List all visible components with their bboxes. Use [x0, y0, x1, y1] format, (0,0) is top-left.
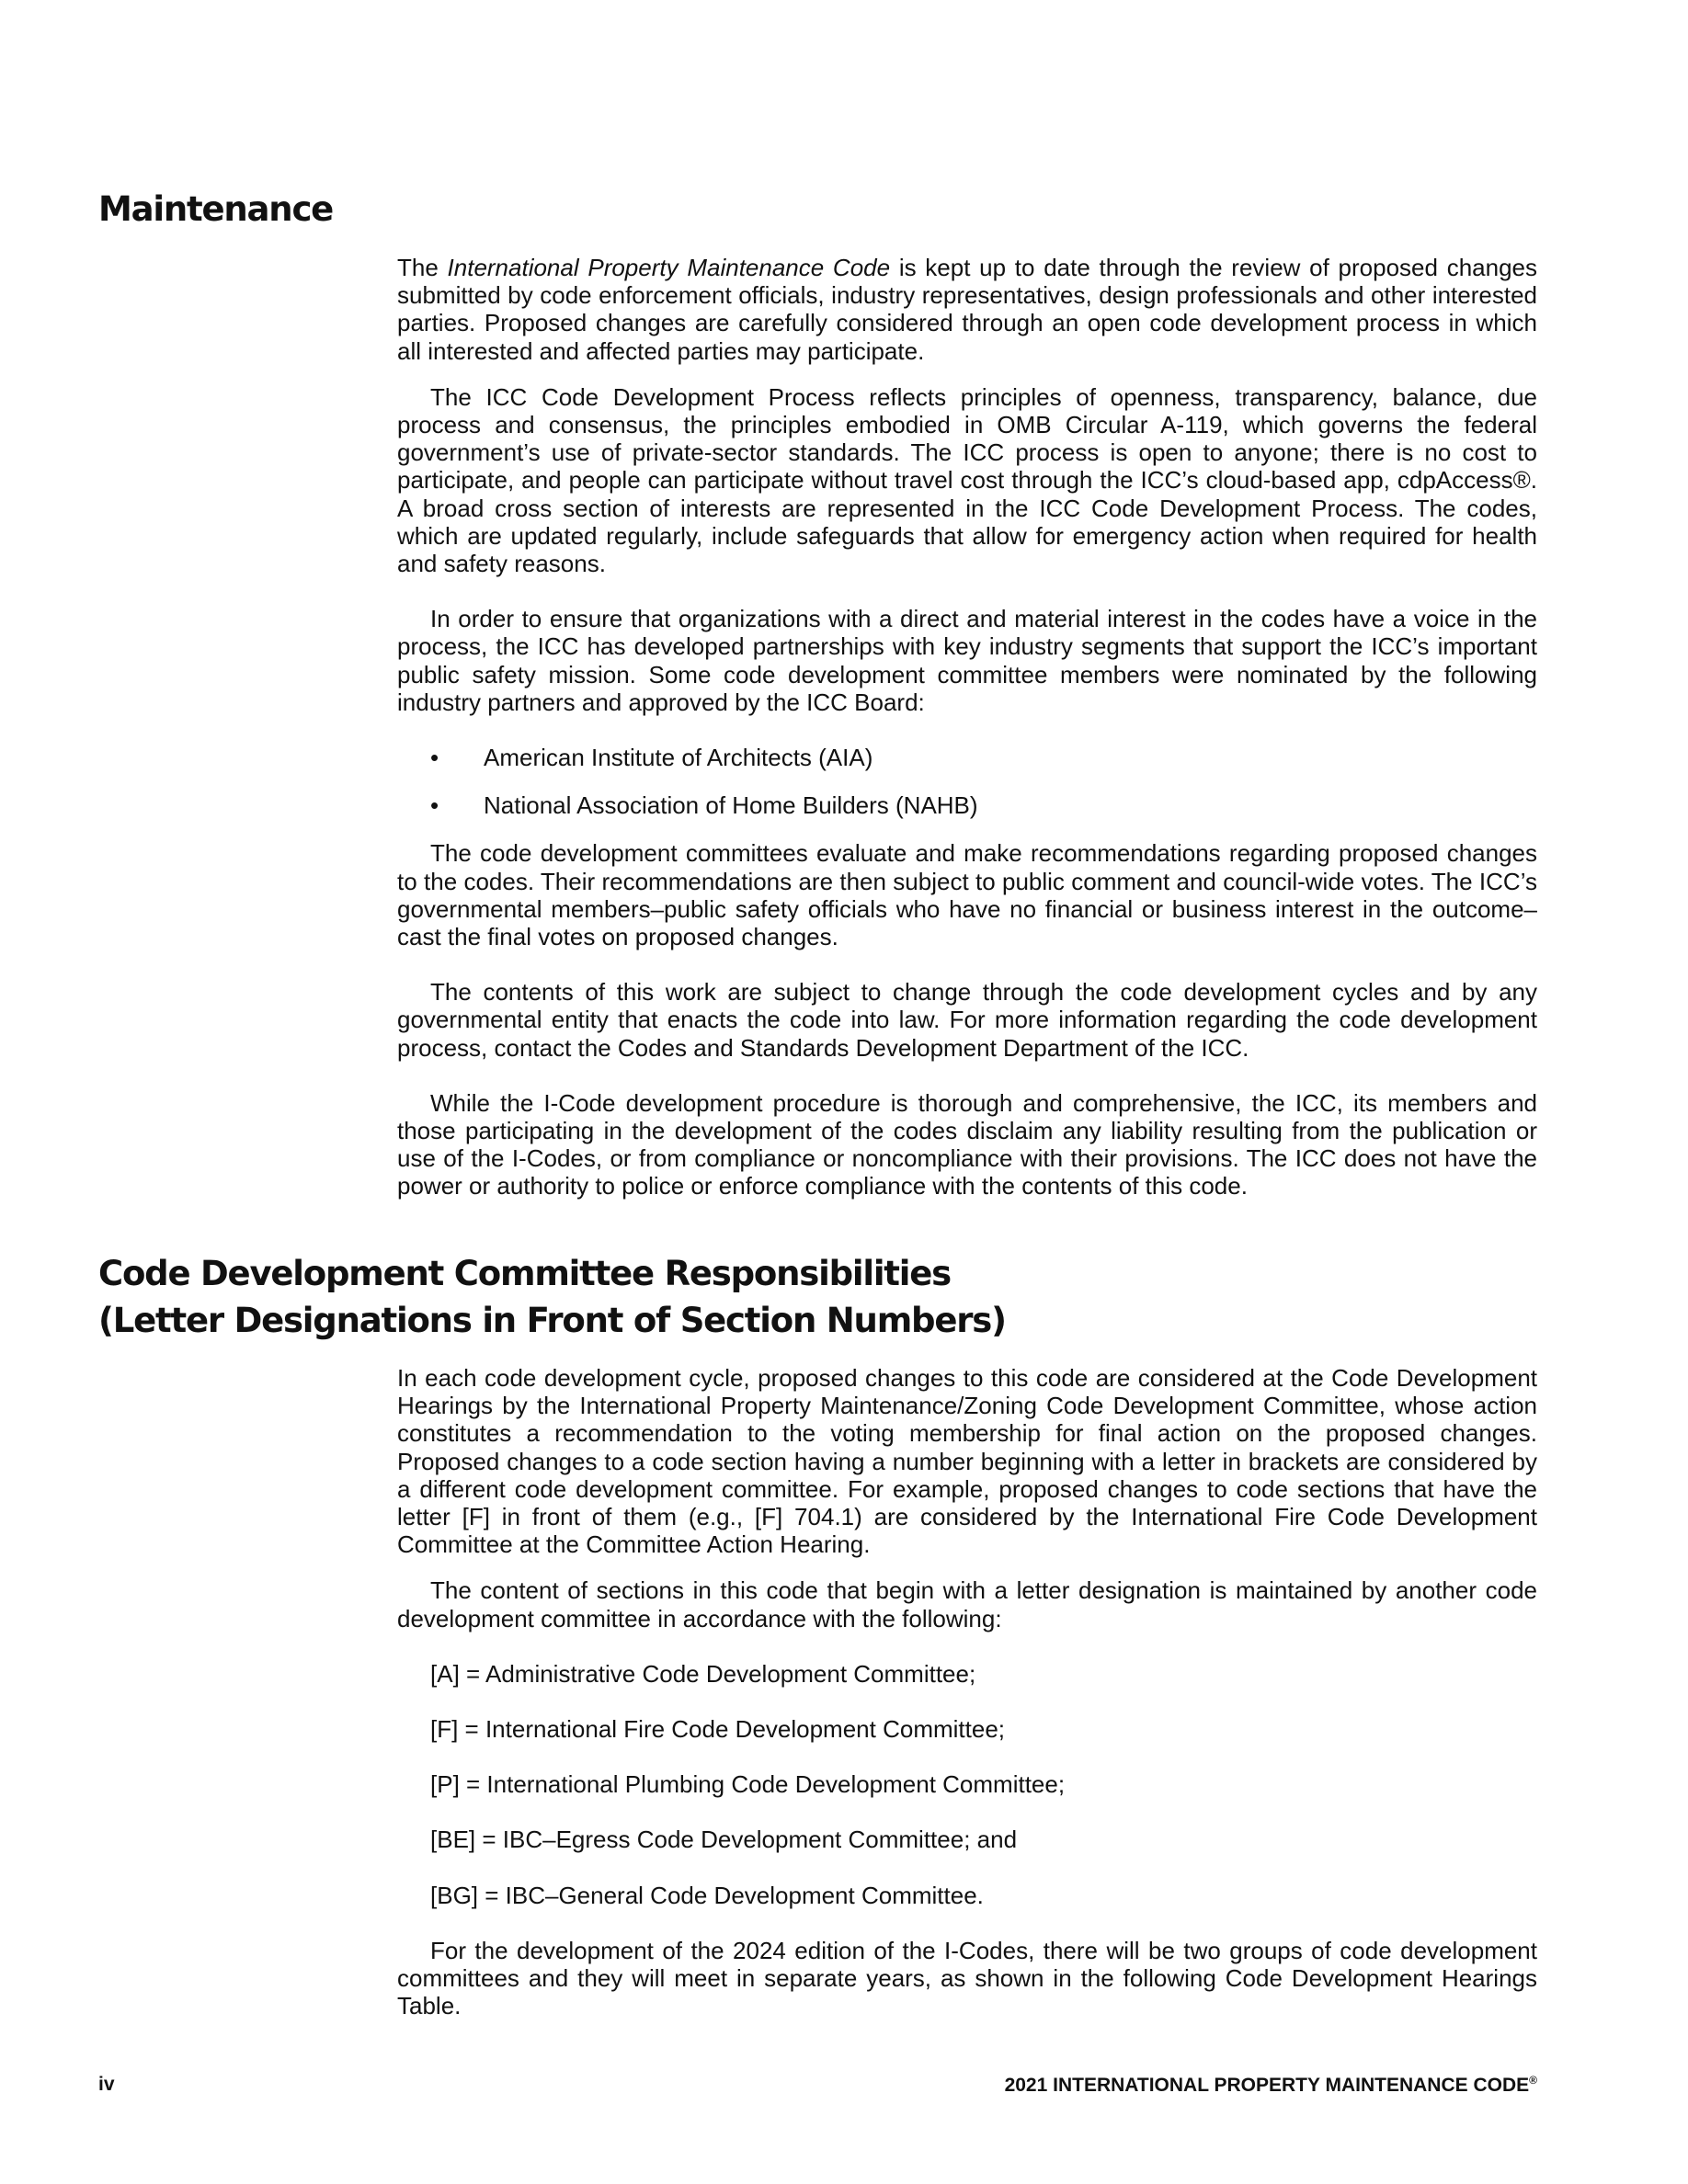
bullet-icon: •: [430, 744, 439, 772]
committee-paragraph-2: The content of sections in this code that begin with a letter designation is maintained by another code development committee in accordance with the following:: [397, 1576, 1537, 1632]
committee-paragraph-3: For the development of the 2024 edition of the I-Codes, there will be two groups of code development committees and they will meet in separate years, as shown in the following Code Development Hearings Table.: [397, 1936, 1537, 2020]
maintenance-p1-lead: The: [397, 254, 448, 281]
committee-heading: [98, 1250, 1006, 1344]
list-item: [BG] = IBC–General Code Development Committee.: [430, 1881, 984, 1909]
maintenance-paragraph-5: The contents of this work are subject to change through the code development cycles and by any governmental entity that enacts the code into law. For more information regarding the code development process, contact the Codes and Standards Development Department of the ICC.: [397, 978, 1537, 1062]
registered-mark: ®: [1529, 2074, 1537, 2087]
list-item: [397, 791, 1537, 819]
code-title-italic: International Property Maintenance Code: [447, 254, 891, 281]
list-item: [397, 744, 1537, 771]
list-item: [A] = Administrative Code Development Committee;: [430, 1659, 976, 1688]
partner-name: American Institute of Architects (AIA): [484, 744, 873, 772]
partner-name: National Association of Home Builders (NAHB): [484, 791, 978, 820]
list-item: [F] = International Fire Code Development Committee;: [430, 1715, 1006, 1744]
committee-body: [397, 1364, 1537, 2019]
maintenance-paragraph-1: [397, 254, 1537, 365]
committee-heading-line-1: Code Development Committee Responsibilities: [98, 1254, 951, 1293]
list-item: [P] = International Plumbing Code Development Committee;: [430, 1770, 1066, 1799]
committee-paragraph-1: In each code development cycle, proposed changes to this code are considered at the Code Development Hearings by the International Property Maintenance/Zoning Code Development Committee, whose action constitutes a recommendation to the voting membership for final action on the proposed changes. Proposed changes to a code section having a number beginning with a letter in brackets are considered by a different code development committee. For example, proposed changes to code sections that have the letter [F] in front of them (e.g., [F] 704.1) are considered by the International Fire Code Development Committee at the Committee Action Hearing.: [397, 1364, 1537, 1559]
maintenance-paragraph-3: In order to ensure that organizations with a direct and material interest in the codes have a voice in the process, the ICC has developed partnerships with key industry segments that support the ICC’s important public safety mission. Some code development committee members were nominated by the following industry partners and approved by the ICC Board:: [397, 605, 1537, 716]
maintenance-heading: Maintenance: [98, 189, 334, 229]
maintenance-paragraph-2: The ICC Code Development Process reflects principles of openness, transparency, balance, due process and consensus, the principles embodied in OMB Circular A-119, which governs the federal government’s use of private-sector standards. The ICC process is open to anyone; there is no cost to participate, and people can participate without travel cost through the ICC’s cloud-based app, cdpAccess®. A broad cross section of interests are represented in the ICC Code Development Process. The codes, which are updated regularly, include safeguards that allow for emergency action when required for health and safety reasons.: [397, 382, 1537, 578]
letter-designations-list: [397, 1660, 1537, 1909]
committee-heading-line-2: (Letter Designations in Front of Section Numbers): [98, 1301, 1006, 1340]
bullet-icon: •: [430, 791, 439, 820]
maintenance-p1-rest: is kept up to date through the review of proposed changes submitted by code enforcement officials, industry representatives, design professionals and other interested parties. Proposed changes are carefully considered through an open code development process in which all interested and affected parties may participate.: [397, 254, 1537, 365]
maintenance-paragraph-6: While the I-Code development procedure is thorough and comprehensive, the ICC, its members and those participating in the development of the codes disclaim any liability resulting from the publication or use of the I-Codes, or from compliance or noncompliance with their provisions. The ICC does not have the power or authority to police or enforce compliance with the contents of this code.: [397, 1088, 1537, 1200]
maintenance-body: [397, 254, 1537, 1200]
industry-partners-list: [397, 744, 1537, 819]
page-number: iv: [98, 2074, 115, 2095]
footer-title-text: 2021 INTERNATIONAL PROPERTY MAINTENANCE CODE: [1004, 2075, 1530, 2096]
running-footer-title: [1005, 2074, 1537, 2097]
list-item: [BE] = IBC–Egress Code Development Committee; and: [430, 1826, 1018, 1854]
maintenance-paragraph-4: The code development committees evaluate and make recommendations regarding proposed changes to the codes. Their recommendations are then subject to public comment and council-wide votes. The ICC’s governmental members–public safety officials who have no financial or business interest in the outcome–cast the final votes on proposed changes.: [397, 839, 1537, 951]
